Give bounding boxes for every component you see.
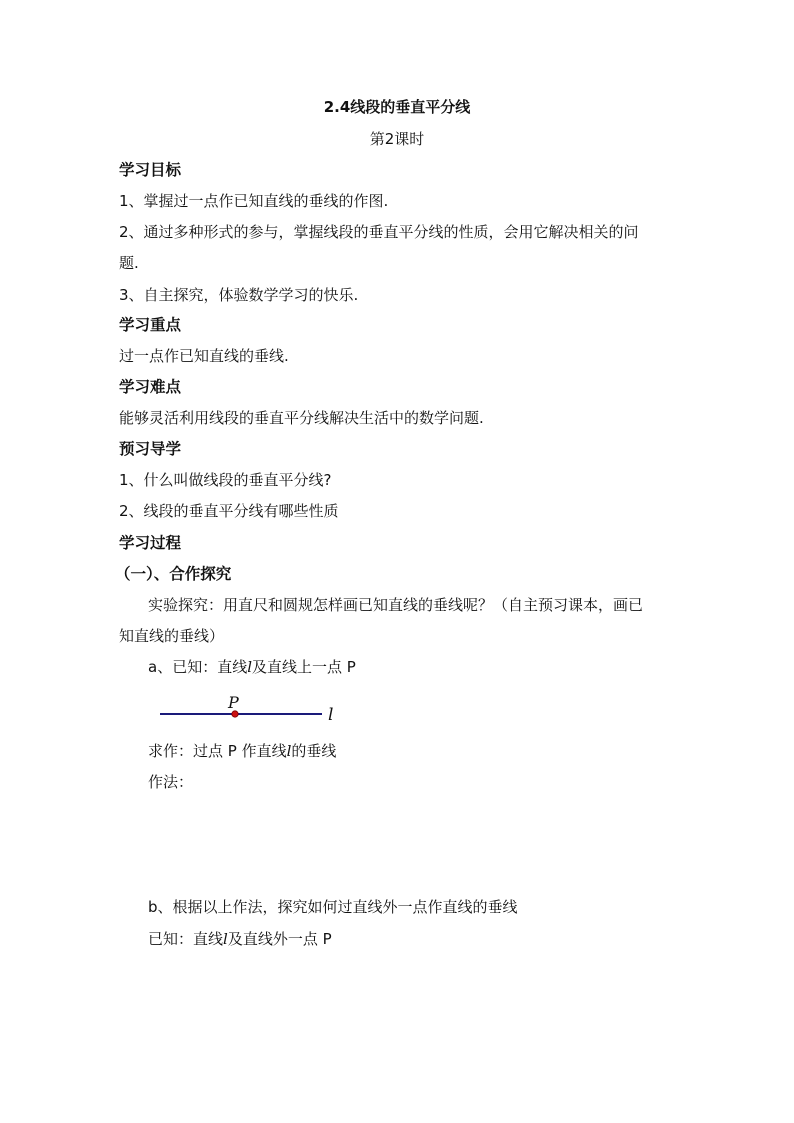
part-b-line: b、根据以上作法，探究如何过直线外一点作直线的垂线 bbox=[148, 898, 518, 916]
key-point-heading: 学习重点 bbox=[119, 316, 182, 334]
known-b-line-symbol: l bbox=[223, 930, 228, 948]
goals-heading: 学习目标 bbox=[119, 161, 182, 179]
request-a-pre: 求作：过点 P 作直线 bbox=[148, 742, 287, 760]
request-a-post: 的垂线 bbox=[291, 742, 337, 760]
goal-item-3: 3、自主探究，体验数学学习的快乐. bbox=[119, 286, 359, 304]
experiment-line-2: 知直线的垂线） bbox=[119, 627, 225, 645]
known-a-line-symbol: l bbox=[247, 658, 253, 676]
goal-item-2-cont: 题. bbox=[119, 254, 139, 272]
request-a bbox=[148, 741, 336, 761]
known-a-post: 及直线上一点 P bbox=[252, 658, 356, 676]
preview-item-2: 2、线段的垂直平分线有哪些性质 bbox=[119, 502, 339, 520]
request-a-line-symbol: l bbox=[286, 742, 292, 760]
preview-item-1: 1、什么叫做线段的垂直平分线? bbox=[119, 471, 332, 489]
difficulty-heading: 学习难点 bbox=[119, 378, 182, 396]
preview-heading: 预习导学 bbox=[119, 440, 182, 458]
known-b bbox=[148, 929, 332, 949]
method-a: 作法： bbox=[148, 773, 194, 791]
known-a-pre: a、已知：直线 bbox=[148, 658, 248, 676]
page-title: 2.4线段的垂直平分线 bbox=[323, 98, 471, 116]
known-a bbox=[148, 657, 356, 677]
page-subtitle: 第2课时 bbox=[369, 130, 425, 148]
difficulty-text: 能够灵活利用线段的垂直平分线解决生活中的数学问题. bbox=[119, 409, 484, 427]
known-b-pre: 已知：直线 bbox=[148, 930, 224, 948]
goal-item-1: 1、掌握过一点作已知直线的垂线的作图. bbox=[119, 192, 389, 210]
line-l-label: l bbox=[328, 705, 334, 725]
known-b-post: 及直线外一点 P bbox=[227, 930, 332, 948]
process-heading: 学习过程 bbox=[119, 534, 182, 552]
process-sub-heading: （一）、合作探究 bbox=[115, 565, 232, 583]
experiment-line-1: 实验探究：用直尺和圆规怎样画已知直线的垂线呢？（自主预习课本，画已 bbox=[148, 596, 644, 614]
point-p-label: P bbox=[228, 693, 239, 712]
goal-item-2: 2、通过多种形式的参与，掌握线段的垂直平分线的性质，会用它解决相关的问 bbox=[119, 223, 639, 241]
key-point-text: 过一点作已知直线的垂线. bbox=[119, 347, 289, 365]
line-l-figure bbox=[150, 690, 350, 730]
